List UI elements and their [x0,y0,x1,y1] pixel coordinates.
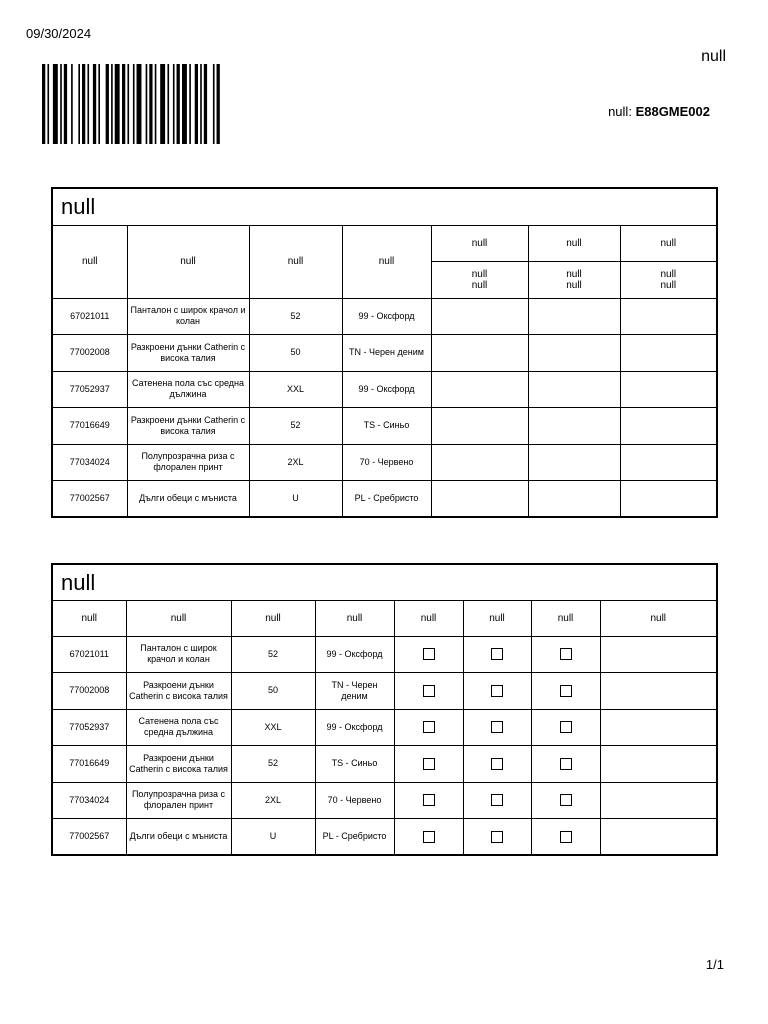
checkbox-cell[interactable] [394,819,463,856]
checkbox[interactable] [423,685,435,697]
table-cell: 99 - Оксфорд [315,709,394,746]
checkbox-cell[interactable] [394,746,463,783]
empty-cell [431,335,528,372]
checkbox-cell[interactable] [463,636,531,673]
table-2-header: null [531,600,600,636]
table-cell: Дълги обеци с мъниста [126,819,231,856]
table-2-header: null [394,600,463,636]
checkbox-cell[interactable] [531,636,600,673]
barcode-bar [182,64,187,144]
empty-cell [431,481,528,518]
table-cell: Сатенена пола със средна дължина [127,371,249,408]
table-cell: U [249,481,342,518]
table-cell: 67021011 [52,636,126,673]
page-number: 1/1 [705,957,724,972]
table-cell: 50 [249,335,342,372]
barcode-bar [53,64,58,144]
checkbox[interactable] [560,758,572,770]
checkbox[interactable] [491,721,503,733]
checkbox-cell[interactable] [463,673,531,710]
table-cell: 77016649 [52,408,127,445]
checkbox[interactable] [560,685,572,697]
empty-cell [528,335,620,372]
empty-cell [620,481,717,518]
table-cell: U [231,819,315,856]
checkbox-cell[interactable] [531,819,600,856]
empty-cell [431,408,528,445]
barcode-bar [155,64,157,144]
empty-cell [600,819,717,856]
table-cell: 52 [249,298,342,335]
empty-cell [528,408,620,445]
document-title: null [701,48,726,65]
barcode-bar [47,64,49,144]
table-cell: TN - Черен деним [342,335,431,372]
document-code-value: E88GME002 [635,104,710,119]
table-cell: 70 - Червено [342,444,431,481]
checkbox[interactable] [560,794,572,806]
table-cell: Сатенена пола със средна дължина [126,709,231,746]
empty-cell [620,444,717,481]
empty-cell [620,298,717,335]
barcode-bar [82,64,85,144]
checkbox[interactable] [491,648,503,660]
table-1-header: null [249,225,342,298]
empty-cell [431,298,528,335]
empty-cell [528,298,620,335]
table-row [52,335,717,372]
barcode-bar [137,64,142,144]
table-row [52,444,717,481]
barcode-bar [127,64,129,144]
checkbox[interactable] [491,794,503,806]
items-table-2 [51,563,718,856]
table-1-sub-header: null null [431,261,528,298]
barcode-bar [78,64,80,144]
barcode-bar [173,64,175,144]
table-2-header: null [231,600,315,636]
table-1-sub-header: null null [528,261,620,298]
empty-cell [600,746,717,783]
table-cell: Разкроени дънки Catherin с висока талия [127,335,249,372]
document-code [608,104,710,119]
empty-cell [528,444,620,481]
table-row [52,673,717,710]
table-row [52,298,717,335]
table-cell: 99 - Оксфорд [315,636,394,673]
checkbox-cell[interactable] [463,782,531,819]
table-cell: XXL [249,371,342,408]
barcode-bar [204,64,207,144]
empty-cell [620,335,717,372]
barcode-bar [60,64,62,144]
checkbox-cell[interactable] [394,782,463,819]
empty-cell [431,371,528,408]
barcode-bar [42,64,45,144]
empty-cell [600,782,717,819]
barcode-bar [146,64,148,144]
table-2-header: null [126,600,231,636]
table-cell: 77002008 [52,335,127,372]
table-1-group-header: null [528,225,620,261]
barcode-bar [160,64,165,144]
barcode-bar [106,64,109,144]
table-cell: 52 [249,408,342,445]
items-table-1 [51,187,718,518]
table-cell: 77002008 [52,673,126,710]
table-1-group-header: null [431,225,528,261]
table-1-header: null [127,225,249,298]
table-2-header: null [463,600,531,636]
table-cell: Дълги обеци с мъниста [127,481,249,518]
checkbox[interactable] [423,758,435,770]
table-cell: Разкроени дънки Catherin с висока талия [126,673,231,710]
table-cell: 77052937 [52,709,126,746]
checkbox-cell[interactable] [531,709,600,746]
barcode-bar [177,64,180,144]
barcode-bar [87,64,89,144]
table-cell: Разкроени дънки Catherin с висока талия [126,746,231,783]
checkbox[interactable] [423,648,435,660]
checkbox-cell[interactable] [463,746,531,783]
table-cell: Разкроени дънки Catherin с висока талия [127,408,249,445]
barcode-image [42,64,222,144]
table-cell: 99 - Оксфорд [342,371,431,408]
table-row [52,782,717,819]
barcode-bar [167,64,169,144]
table-cell: TS - Синьо [342,408,431,445]
barcode-bar [93,64,96,144]
table-1-sub-header: null null [620,261,717,298]
checkbox[interactable] [423,794,435,806]
table-cell: 2XL [231,782,315,819]
barcode-bar [213,64,215,144]
barcode-bar [115,64,120,144]
barcode-bar [122,64,125,144]
table-cell: PL - Сребристо [315,819,394,856]
table-row [52,819,717,856]
table-cell: 77002567 [52,481,127,518]
document-code-label: null: [608,104,632,119]
checkbox[interactable] [423,721,435,733]
table-cell: 70 - Червено [315,782,394,819]
table-cell: 77052937 [52,371,127,408]
barcode-bar [133,64,135,144]
table-1-title: null [52,188,717,225]
barcode-bar [71,64,73,144]
table-cell: 50 [231,673,315,710]
checkbox[interactable] [560,648,572,660]
checkbox-cell[interactable] [531,673,600,710]
table-row [52,636,717,673]
table-1-header: null [52,225,127,298]
empty-cell [620,408,717,445]
table-row [52,481,717,518]
checkbox[interactable] [560,721,572,733]
table-cell: 77034024 [52,782,126,819]
table-2-header: null [52,600,126,636]
table-cell: Полупрозрачна риза с флорален принт [126,782,231,819]
table-cell: TN - Черен деним [315,673,394,710]
table-2-header: null [315,600,394,636]
barcode-bar [200,64,202,144]
barcode-bar [64,64,67,144]
checkbox-cell[interactable] [394,673,463,710]
table-row [52,746,717,783]
checkbox-cell[interactable] [463,709,531,746]
empty-cell [431,444,528,481]
barcode-bar [195,64,198,144]
table-row [52,709,717,746]
checkbox[interactable] [560,831,572,843]
table-cell: 2XL [249,444,342,481]
empty-cell [528,371,620,408]
checkbox-cell[interactable] [531,782,600,819]
table-cell: 77034024 [52,444,127,481]
empty-cell [528,481,620,518]
table-cell: 77016649 [52,746,126,783]
table-cell: 99 - Оксфорд [342,298,431,335]
table-row [52,408,717,445]
table-cell: 52 [231,746,315,783]
print-date: 09/30/2024 [26,26,92,41]
checkbox[interactable] [491,758,503,770]
barcode-bar [98,64,100,144]
barcode-bar [189,64,191,144]
table-cell: Полупрозрачна риза с флорален принт [127,444,249,481]
checkbox[interactable] [491,685,503,697]
table-cell: 52 [231,636,315,673]
barcode-bar [149,64,152,144]
table-cell: Панталон с широк крачол и колан [126,636,231,673]
table-2-header: null [600,600,717,636]
barcode-bar [217,64,220,144]
checkbox-cell[interactable] [394,709,463,746]
table-1-header: null [342,225,431,298]
table-cell: TS - Синьо [315,746,394,783]
table-cell: XXL [231,709,315,746]
table-cell: 67021011 [52,298,127,335]
empty-cell [600,673,717,710]
table-row [52,371,717,408]
empty-cell [600,709,717,746]
checkbox-cell[interactable] [531,746,600,783]
table-cell: PL - Сребристо [342,481,431,518]
barcode-bar [111,64,113,144]
checkbox-cell[interactable] [463,819,531,856]
empty-cell [600,636,717,673]
checkbox[interactable] [423,831,435,843]
checkbox[interactable] [491,831,503,843]
table-1-group-header: null [620,225,717,261]
table-cell: 77002567 [52,819,126,856]
checkbox-cell[interactable] [394,636,463,673]
empty-cell [620,371,717,408]
table-2-title: null [52,564,717,600]
table-cell: Панталон с широк крачол и колан [127,298,249,335]
